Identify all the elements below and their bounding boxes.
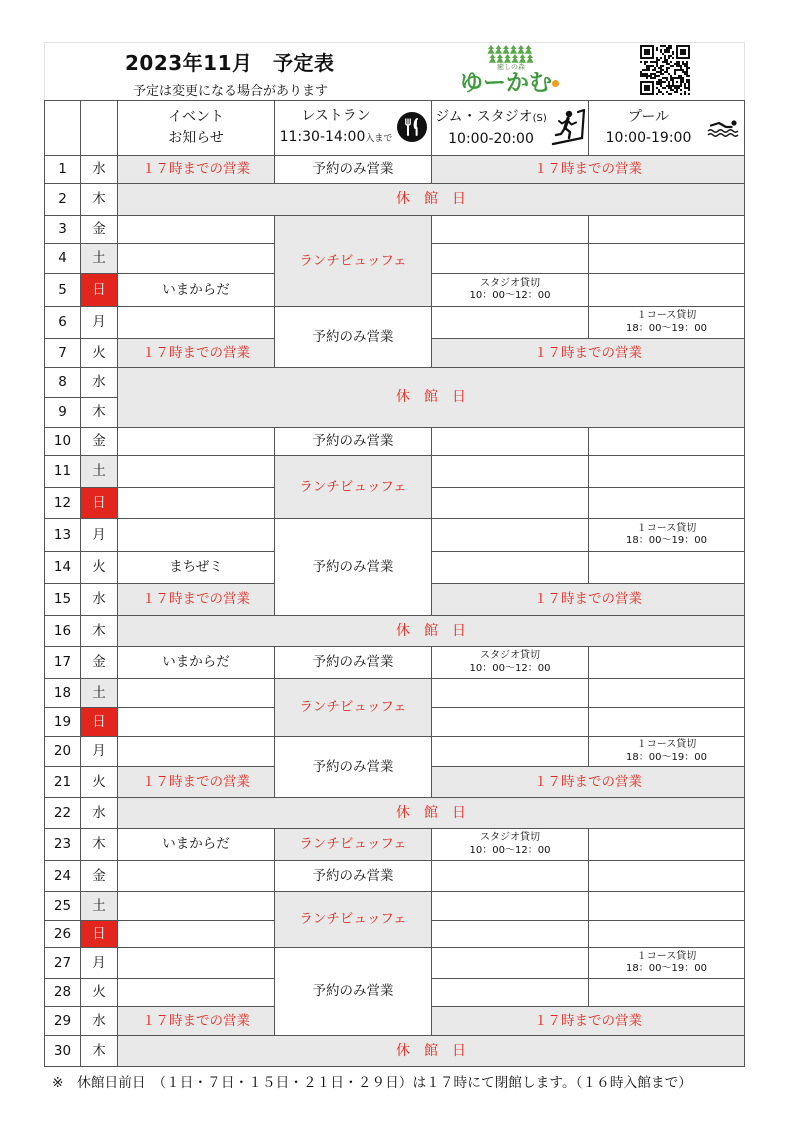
gym-pool-cell-text: １７時までの営業 — [534, 591, 642, 607]
day-number-cell-text: 19 — [53, 713, 72, 730]
day-number-cell-text: 12 — [53, 494, 72, 511]
event-cell — [118, 979, 275, 1007]
weekday-cell — [81, 829, 118, 861]
closed-day-cell — [118, 368, 745, 428]
day-number-cell — [45, 679, 81, 708]
event-cell — [118, 216, 275, 244]
logo-tagline: 癒しの森 — [497, 63, 525, 71]
event-cell-text: １７時までの営業 — [142, 1012, 250, 1029]
restaurant-cell-text: 予約のみ営業 — [312, 328, 394, 345]
event-cell — [118, 921, 275, 948]
page-subtitle: 予定は変更になる場合があります — [133, 84, 329, 99]
day-number-cell — [45, 584, 81, 616]
gym-cell — [432, 892, 589, 921]
gym-cell — [432, 488, 589, 519]
weekday-cell — [81, 616, 118, 647]
weekday-cell-text: 水 — [92, 591, 106, 607]
day-number-cell — [45, 979, 81, 1007]
weekday-cell — [81, 861, 118, 892]
gym-pool-cell — [432, 584, 745, 616]
gym-pool-cell — [432, 1007, 745, 1036]
day-number-cell-text: 23 — [53, 836, 72, 852]
closed-day-cell — [118, 1036, 745, 1067]
pool-cell — [589, 892, 745, 921]
header-restaurant-hours: 11:30-14:00 — [279, 129, 366, 145]
event-cell — [118, 948, 275, 979]
day-number-cell-text: 14 — [53, 559, 72, 575]
weekday-cell — [81, 647, 118, 679]
gym-cell — [432, 737, 589, 767]
weekday-cell — [81, 456, 118, 488]
event-cell-text: いまからだ — [162, 836, 230, 852]
weekday-cell-text: 土 — [92, 897, 106, 914]
weekday-cell — [81, 921, 118, 948]
day-number-cell-text: 25 — [53, 897, 72, 914]
day-number-cell-text: 24 — [53, 867, 72, 884]
restaurant-cell — [275, 307, 432, 368]
header-event — [118, 101, 275, 156]
gym-pool-cell — [432, 339, 745, 368]
day-number-cell — [45, 737, 81, 767]
pool-cell-text-2: 18：00〜19：00 — [626, 535, 707, 546]
day-number-cell — [45, 616, 81, 647]
event-cell-text: １７時までの営業 — [142, 344, 250, 361]
weekday-cell-text: 木 — [92, 622, 106, 639]
gym-cell-text: スタジオ貸切 — [480, 277, 540, 289]
weekday-cell-text: 水 — [92, 804, 106, 821]
weekday-cell-text: 木 — [92, 191, 106, 207]
event-cell-text: １７時までの営業 — [142, 161, 250, 177]
weekday-cell — [81, 368, 118, 398]
header-restaurant-label: レストラン — [301, 108, 371, 124]
event-cell-text: いまからだ — [162, 654, 230, 670]
day-number-cell-text: 17 — [53, 654, 72, 670]
treadmill-runner-icon — [551, 105, 587, 147]
gym-cell-text-2: 10：00〜12：00 — [469, 844, 551, 856]
pool-cell — [589, 708, 745, 737]
weekday-cell-text: 金 — [92, 221, 106, 237]
gym-pool-cell-text: １７時までの営業 — [534, 161, 642, 177]
closed-day-cell — [118, 798, 745, 829]
weekday-cell-text: 土 — [92, 250, 106, 266]
header-restaurant-hours-note: 入まで — [365, 134, 393, 144]
day-number-cell-text: 2 — [58, 191, 67, 207]
restaurant-cell-text: ランチビュッフェ — [299, 478, 407, 495]
day-number-cell — [45, 488, 81, 519]
weekday-cell — [81, 1007, 118, 1036]
pool-cell — [589, 679, 745, 708]
restaurant-cell — [275, 216, 432, 307]
weekday-cell — [81, 584, 118, 616]
weekday-cell-text: 水 — [92, 374, 106, 390]
restaurant-cell — [275, 156, 432, 184]
gym-cell — [432, 552, 589, 584]
weekday-cell — [81, 1036, 118, 1067]
day-number-cell — [45, 647, 81, 679]
gym-cell — [432, 456, 589, 488]
restaurant-cell — [275, 892, 432, 948]
day-number-cell-text: 21 — [53, 773, 72, 790]
gym-cell — [432, 679, 589, 708]
day-number-cell — [45, 398, 81, 428]
day-number-cell-text: 13 — [53, 526, 72, 543]
restaurant-cell-text: 予約のみ営業 — [312, 161, 394, 177]
pool-cell — [589, 488, 745, 519]
header-gym-label: ジム・スタジオ — [435, 108, 533, 125]
pool-cell — [589, 216, 745, 244]
sun-icon — [552, 80, 559, 87]
weekday-cell — [81, 708, 118, 737]
gym-cell — [432, 921, 589, 948]
pool-cell-text-2: 18：00〜19：00 — [626, 322, 707, 334]
day-number-cell — [45, 519, 81, 552]
day-number-cell-text: 11 — [53, 463, 72, 479]
event-cell — [118, 647, 275, 679]
weekday-cell-text: 火 — [92, 344, 106, 361]
pool-cell — [589, 921, 745, 948]
day-number-cell — [45, 307, 81, 339]
event-cell — [118, 767, 275, 798]
weekday-cell-text: 木 — [92, 836, 106, 852]
restaurant-cell — [275, 428, 432, 456]
restaurant-cell-text: 予約のみ営業 — [312, 654, 394, 670]
weekday-cell — [81, 767, 118, 798]
day-number-cell — [45, 1036, 81, 1067]
trees-icon — [487, 45, 533, 63]
restaurant-cell-text: ランチビュッフェ — [299, 699, 407, 715]
swimmer-icon — [707, 119, 741, 137]
weekday-cell — [81, 184, 118, 216]
weekday-cell — [81, 892, 118, 921]
pool-cell — [589, 244, 745, 274]
event-cell — [118, 829, 275, 861]
footer-note: ※ 休館日前日 （１日・７日・１５日・２１日・２９日）は１７時にて閉館します。（１６時入館まで） — [52, 1075, 692, 1091]
restaurant-cell — [275, 829, 432, 861]
weekday-cell — [81, 552, 118, 584]
gym-cell-text: スタジオ貸切 — [480, 832, 540, 843]
weekday-cell — [81, 307, 118, 339]
event-cell — [118, 552, 275, 584]
pool-cell — [589, 519, 745, 552]
event-cell — [118, 679, 275, 708]
qr-code-icon — [640, 45, 690, 95]
event-cell — [118, 156, 275, 184]
weekday-cell-text: 月 — [92, 743, 106, 759]
event-cell — [118, 861, 275, 892]
pool-cell — [589, 456, 745, 488]
day-number-cell — [45, 861, 81, 892]
event-cell-text: １７時までの営業 — [142, 773, 250, 790]
weekday-cell — [81, 679, 118, 708]
restaurant-cell-text: ランチビュッフェ — [299, 252, 407, 269]
gym-cell — [432, 708, 589, 737]
restaurant-cell-text: ランチビュッフェ — [299, 911, 407, 927]
facility-logo — [456, 44, 562, 100]
day-number-cell — [45, 216, 81, 244]
restaurant-cell — [275, 647, 432, 679]
gym-cell — [432, 428, 589, 456]
day-number-cell-text: 29 — [53, 1012, 72, 1029]
event-cell — [118, 456, 275, 488]
event-cell — [118, 737, 275, 767]
day-number-cell-text: 5 — [58, 281, 67, 298]
weekday-cell — [81, 979, 118, 1007]
pool-cell — [589, 552, 745, 584]
day-number-cell-text: 16 — [53, 622, 72, 639]
pool-cell — [589, 737, 745, 767]
weekday-cell-text: 土 — [92, 684, 106, 701]
page-title: 2023年11月 予定表 — [125, 51, 335, 75]
event-cell-text: いまからだ — [162, 281, 230, 298]
header-day-blank — [45, 101, 81, 156]
event-cell — [118, 892, 275, 921]
weekday-cell-text: 火 — [92, 773, 106, 790]
closed-day-cell-text: 休 館 日 — [396, 622, 466, 639]
gym-cell — [432, 979, 589, 1007]
header-gym-hours: 10:00-20:00 — [448, 130, 534, 147]
restaurant-cell — [275, 737, 432, 798]
weekday-cell-text: 水 — [92, 1012, 106, 1029]
pool-cell — [589, 307, 745, 339]
day-number-cell-text: 3 — [58, 221, 67, 237]
pool-cell — [589, 861, 745, 892]
day-number-cell-text: 22 — [53, 804, 72, 821]
day-number-cell-text: 1 — [58, 161, 67, 177]
day-number-cell — [45, 829, 81, 861]
header-gym-label-line — [432, 107, 550, 129]
day-number-cell — [45, 456, 81, 488]
restaurant-cell-text: 予約のみ営業 — [312, 433, 394, 449]
event-cell — [118, 519, 275, 552]
day-number-cell-text: 6 — [58, 314, 67, 330]
event-cell — [118, 339, 275, 368]
weekday-cell-text: 日 — [92, 925, 106, 942]
pool-cell-text: １コース貸切 — [636, 522, 697, 534]
gym-cell — [432, 861, 589, 892]
header-gym — [432, 101, 589, 156]
gym-cell — [432, 519, 589, 552]
weekday-cell-text: 土 — [92, 463, 106, 479]
header-event-sublabel: お知らせ — [168, 130, 224, 146]
closed-day-cell — [118, 616, 745, 647]
weekday-cell-text: 月 — [92, 526, 106, 543]
day-number-cell — [45, 1007, 81, 1036]
pool-cell — [589, 979, 745, 1007]
gym-pool-cell-text: １７時までの営業 — [534, 1012, 642, 1029]
weekday-cell — [81, 398, 118, 428]
event-cell — [118, 244, 275, 274]
day-number-cell-text: 30 — [53, 1042, 72, 1059]
weekday-cell-text: 火 — [92, 984, 106, 1000]
day-number-cell-text: 8 — [58, 374, 67, 390]
header-event-label: イベント — [168, 109, 224, 125]
gym-cell-text-2: 10：00〜12：00 — [469, 662, 551, 674]
pool-cell — [589, 647, 745, 679]
weekday-cell — [81, 339, 118, 368]
pool-cell-text: １コース貸切 — [636, 310, 697, 321]
weekday-cell-text: 金 — [92, 867, 106, 884]
restaurant-cell — [275, 861, 432, 892]
gym-cell-text: スタジオ貸切 — [480, 650, 540, 661]
restaurant-cell-text: 予約のみ営業 — [312, 983, 394, 999]
day-number-cell — [45, 339, 81, 368]
pool-cell — [589, 829, 745, 861]
weekday-cell — [81, 488, 118, 519]
event-cell — [118, 428, 275, 456]
pool-cell — [589, 428, 745, 456]
weekday-cell-text: 日 — [92, 713, 106, 730]
gym-cell — [432, 948, 589, 979]
restaurant-cell-text: 予約のみ営業 — [312, 867, 394, 884]
day-number-cell — [45, 948, 81, 979]
day-number-cell-text: 10 — [53, 433, 72, 449]
day-number-cell-text: 7 — [58, 344, 67, 361]
gym-pool-cell-text: １７時までの営業 — [534, 773, 642, 790]
day-number-cell — [45, 798, 81, 829]
day-number-cell — [45, 708, 81, 737]
closed-day-cell-text: 休 館 日 — [396, 389, 466, 405]
weekday-cell-text: 日 — [92, 494, 106, 511]
header-pool — [589, 101, 745, 156]
day-number-cell-text: 18 — [53, 684, 72, 701]
day-number-cell — [45, 156, 81, 184]
pool-cell-text-2: 18：00〜19：00 — [626, 963, 707, 974]
event-cell-text: １７時までの営業 — [142, 591, 250, 607]
restaurant-cell — [275, 679, 432, 737]
day-number-cell — [45, 184, 81, 216]
day-number-cell — [45, 552, 81, 584]
weekday-cell — [81, 798, 118, 829]
day-number-cell — [45, 921, 81, 948]
fork-knife-icon — [397, 112, 427, 142]
day-number-cell-text: 26 — [53, 925, 72, 942]
weekday-cell-text: 月 — [92, 314, 106, 330]
event-cell — [118, 1007, 275, 1036]
gym-cell — [432, 307, 589, 339]
restaurant-cell-text: ランチビュッフェ — [299, 836, 407, 852]
weekday-cell-text: 日 — [92, 281, 106, 298]
gym-pool-cell — [432, 156, 745, 184]
weekday-cell-text: 金 — [92, 654, 106, 670]
event-cell — [118, 274, 275, 307]
closed-day-cell-text: 休 館 日 — [396, 1042, 466, 1059]
restaurant-cell — [275, 948, 432, 1036]
restaurant-cell-text: 予約のみ営業 — [312, 558, 394, 575]
weekday-cell — [81, 216, 118, 244]
header-pool-hours: 10:00-19:00 — [605, 130, 692, 146]
day-number-cell — [45, 767, 81, 798]
gym-pool-cell-text: １７時までの営業 — [534, 344, 642, 361]
pool-cell-text-2: 18：00〜19：00 — [626, 751, 707, 763]
weekday-cell — [81, 428, 118, 456]
day-number-cell — [45, 892, 81, 921]
day-number-cell-text: 28 — [53, 984, 72, 1000]
event-cell — [118, 584, 275, 616]
event-cell — [118, 307, 275, 339]
pool-cell-text: １コース貸切 — [636, 739, 697, 750]
weekday-cell-text: 火 — [92, 559, 106, 575]
weekday-cell-text: 月 — [92, 954, 106, 971]
gym-cell — [432, 274, 589, 307]
weekday-cell — [81, 156, 118, 184]
header-restaurant — [275, 101, 432, 156]
gym-cell — [432, 647, 589, 679]
restaurant-cell — [275, 456, 432, 519]
day-number-cell-text: 27 — [53, 954, 72, 971]
day-number-cell-text: 9 — [58, 404, 67, 420]
header-pool-label: プール — [627, 109, 670, 125]
gym-pool-cell — [432, 767, 745, 798]
day-number-cell-text: 20 — [53, 743, 72, 759]
closed-day-cell-text: 休 館 日 — [396, 804, 466, 821]
pool-cell — [589, 948, 745, 979]
gym-cell — [432, 829, 589, 861]
day-number-cell — [45, 368, 81, 398]
closed-day-cell-text: 休 館 日 — [396, 191, 466, 207]
day-number-cell — [45, 274, 81, 307]
day-number-cell-text: 4 — [58, 250, 67, 266]
closed-day-cell — [118, 184, 745, 216]
weekday-cell — [81, 737, 118, 767]
event-cell — [118, 708, 275, 737]
day-number-cell-text: 15 — [53, 591, 72, 607]
day-number-cell — [45, 428, 81, 456]
header-weekday-blank — [81, 101, 118, 156]
weekday-cell-text: 木 — [92, 404, 106, 420]
event-cell — [118, 488, 275, 519]
header-restaurant-hours-line — [275, 127, 397, 150]
weekday-cell-text: 水 — [92, 161, 106, 177]
pool-cell-text: １コース貸切 — [636, 950, 697, 962]
weekday-cell — [81, 274, 118, 307]
weekday-cell-text: 木 — [92, 1042, 106, 1059]
logo-name: ゆーかむ — [460, 70, 552, 96]
event-cell-text: まちぜミ — [169, 559, 223, 575]
restaurant-cell-text: 予約のみ営業 — [312, 758, 394, 775]
gym-cell — [432, 244, 589, 274]
weekday-cell — [81, 244, 118, 274]
schedule-table — [44, 100, 745, 1067]
restaurant-cell — [275, 519, 432, 616]
weekday-cell — [81, 948, 118, 979]
gym-cell-text-2: 10：00〜12：00 — [469, 290, 551, 301]
weekday-cell-text: 金 — [92, 433, 106, 449]
pool-cell — [589, 274, 745, 307]
weekday-cell — [81, 519, 118, 552]
header-gym-label-suffix: (S) — [532, 112, 547, 124]
day-number-cell — [45, 244, 81, 274]
gym-cell — [432, 216, 589, 244]
